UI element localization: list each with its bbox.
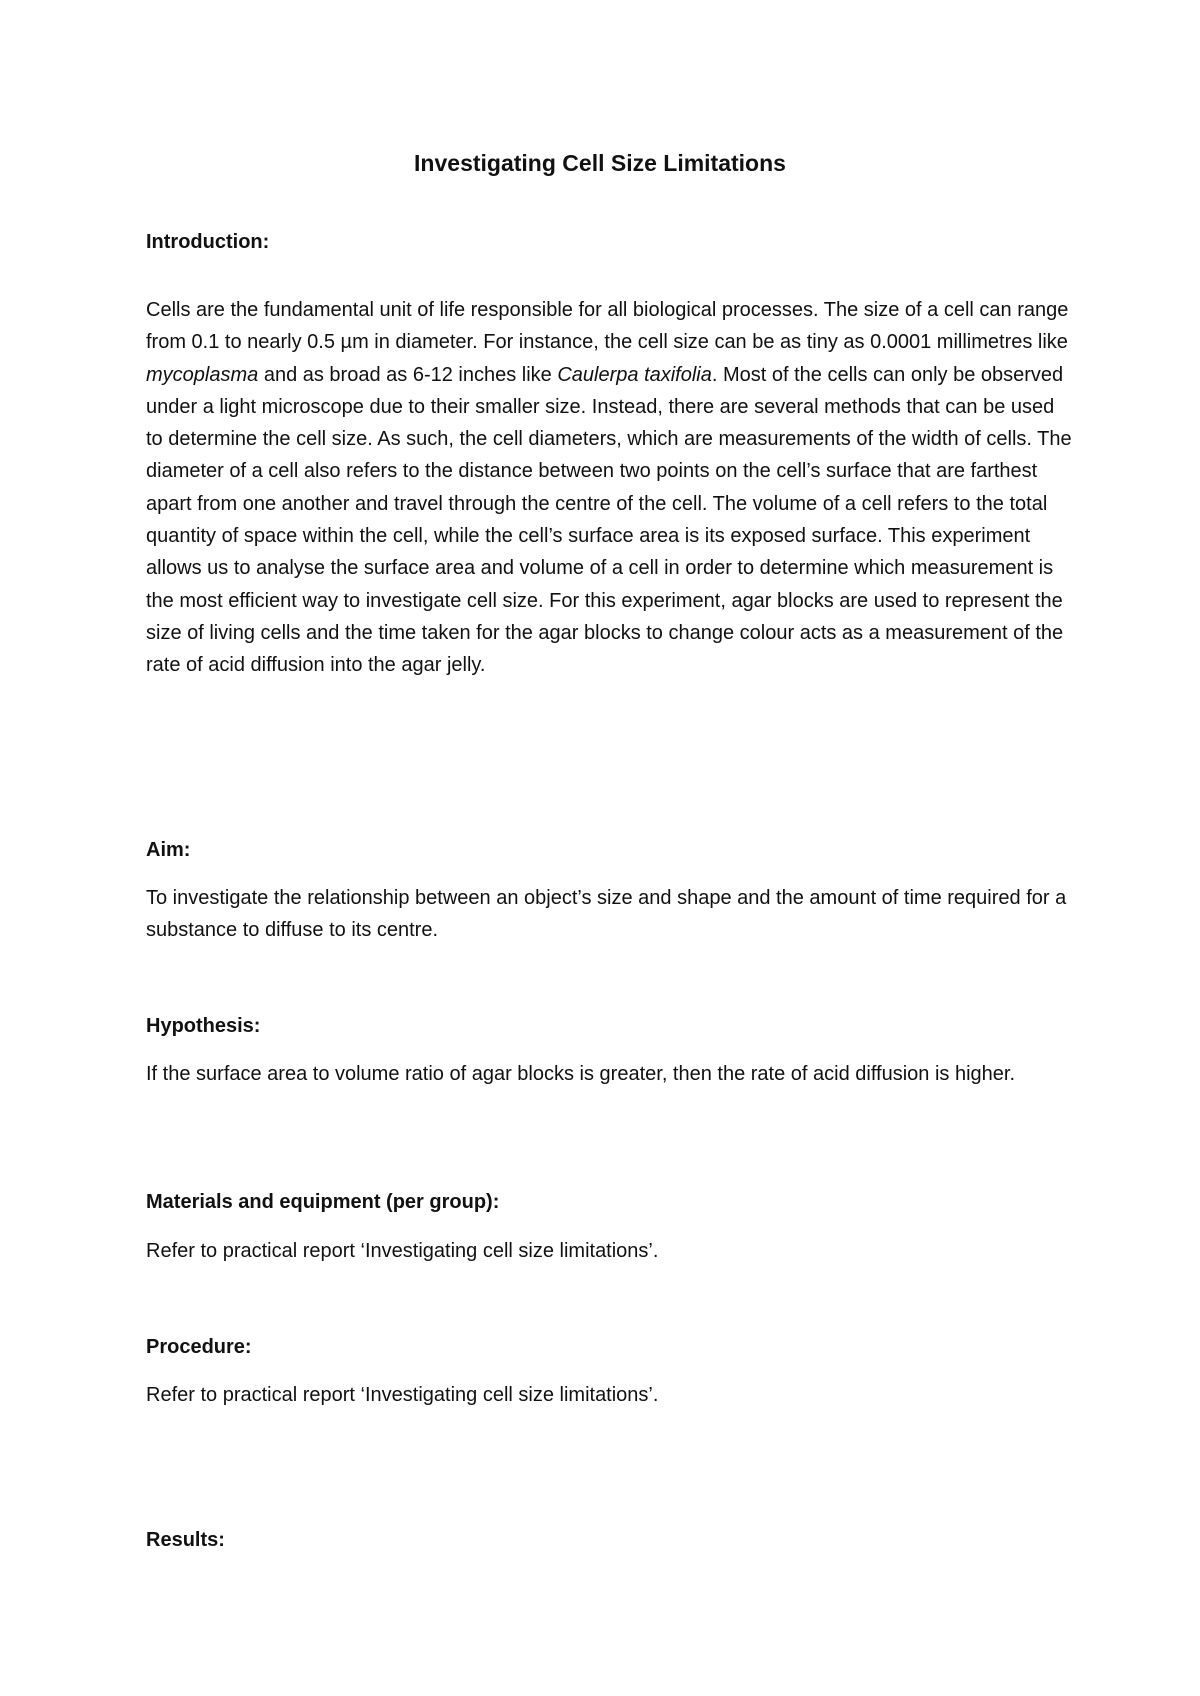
aim-paragraph: To investigate the relationship between an object’s size and shape and the amount of time required for a substance to diffuse to its centre.: [146, 887, 1067, 942]
document-title: Investigating Cell Size Limitations: [414, 150, 786, 176]
aim-heading: Aim:: [146, 839, 191, 861]
materials-heading: Materials and equipment (per group):: [146, 1191, 500, 1213]
results-heading: Results:: [146, 1529, 225, 1551]
introduction-italic-mycoplasma: mycoplasma: [146, 363, 259, 386]
introduction-paragraph: [146, 294, 1076, 682]
procedure-paragraph: Refer to practical report ‘Investigating cell size limitations’.: [146, 1384, 659, 1406]
hypothesis-paragraph: If the surface area to volume ratio of agar blocks is greater, then the rate of acid diffusion is higher.: [146, 1063, 1016, 1085]
procedure-heading: Procedure:: [146, 1336, 252, 1358]
introduction-text-3: . Most of the cells can only be observed under a light microscope due to their smaller size. Instead, there are several methods that can be used to determine the cell size. As such, the cell diameters, which are measurements of the width of cells. The diameter of a cell also refers to the distance between two points on the cell’s surface that are farthest apart from one another and travel through the centre of the cell. The volume of a cell refers to the total quantity of space within the cell, while the cell’s surface area is its exposed surface. This experiment allows us to analyse the surface area and volume of a cell in order to determine which measurement is the most efficient way to investigate cell size. For this experiment, agar blocks are used to represent the size of living cells and the time taken for the agar blocks to change colour acts as a measurement of the rate of acid diffusion into the agar jelly.: [146, 363, 1072, 677]
introduction-text-2: and as broad as 6-12 inches like: [258, 363, 558, 386]
introduction-heading: Introduction:: [146, 231, 270, 253]
introduction-italic-caulerpa: Caulerpa taxifolia: [557, 363, 712, 386]
hypothesis-heading: Hypothesis:: [146, 1015, 261, 1037]
materials-paragraph: Refer to practical report ‘Investigating cell size limitations’.: [146, 1240, 659, 1262]
introduction-text-1: Cells are the fundamental unit of life responsible for all biological processes. The size of a cell can range from 0.1 to nearly 0.5 µm in diameter. For instance, the cell size can be as tiny as 0.0001 millimetres like: [146, 299, 1069, 354]
